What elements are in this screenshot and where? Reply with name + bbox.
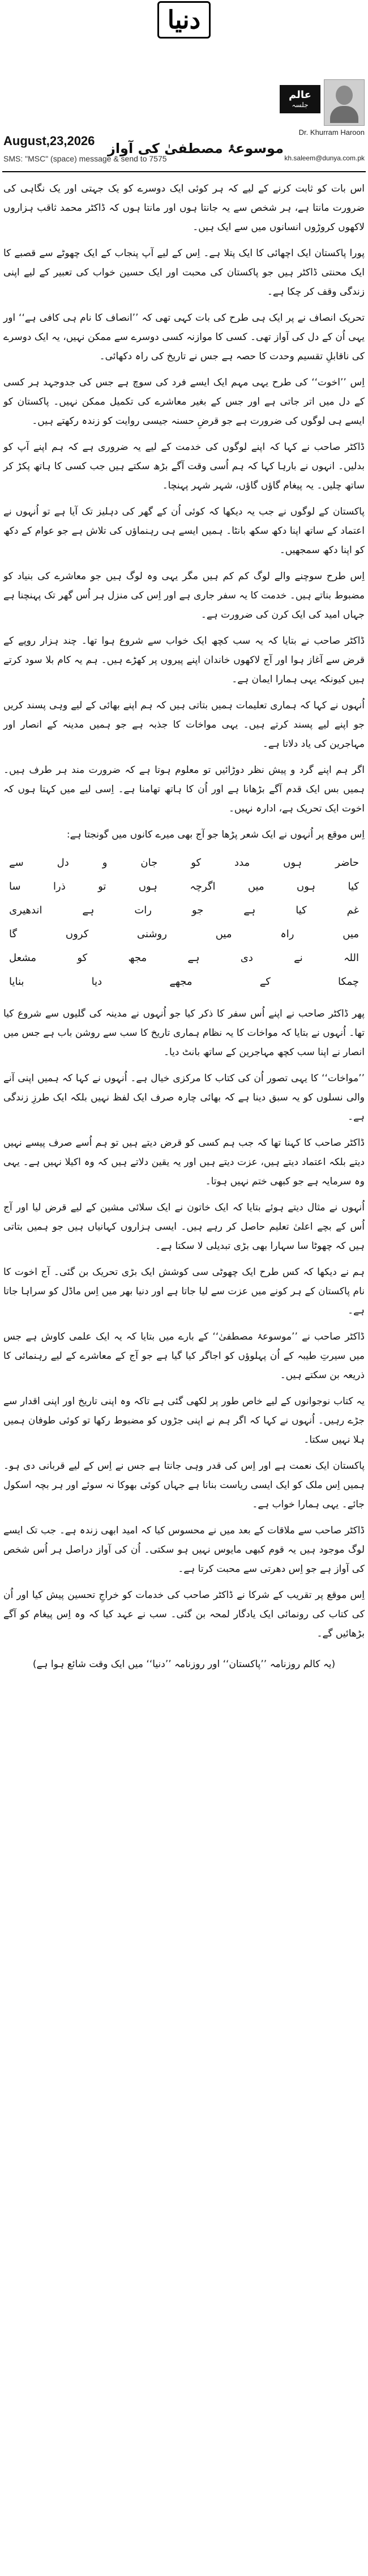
poem-word: اگرچہ [190,881,216,892]
poem-word: دی [240,952,253,964]
poem-word: سے [9,857,24,869]
poem-word: حاضر [335,857,359,869]
column-header [0,79,368,181]
publication-note: (یہ کالم روزنامہ ’’پاکستان‘‘ اور روزنامہ ’’دنیا‘‘ میں ایک وقت شائع ہوا ہے) [32,1659,336,1670]
article-paragraphs-2 [3,1004,365,1643]
badge-line2: جلسہ [292,101,309,109]
poem-word: غم [346,904,359,916]
poem-word: میں [247,881,264,892]
poem-intro: اِس موقع پر اُنہوں نے ایک شعر پڑھا جو آج بھی میرے کانوں میں گونجتا ہے: [66,829,365,840]
columnist-name: Dr. Khurram Haroon [298,128,365,137]
poem-word: مجھے [169,976,192,988]
article-paragraph: اِس موقع پر تقریب کے شرکا نے ڈاکٹر صاحب کی خدمات کو خراجِ تحسین پیش کیا اور اُن کی کتاب کی رونمائی ایک یادگار لمحہ بن گئی۔ سب نے عہد کیا کہ وہ اِس پیغام کو آگے بڑھائیں گے۔ [3,1589,365,1639]
poem-line [3,851,365,875]
article-body [3,179,365,1674]
article-paragraph: اِس طرح سوچنے والے لوگ کم کم ہیں مگر یہی وہ لوگ ہیں جو معاشرے کی بنیاد کو مضبوط بناتے ہیں۔ خدمت کا یہ سفر جاری ہے اور اِس کی منزل ہر اُس گھر تک پہنچنا ہے جہاں امید کی ایک کرن کی ضرورت ہے۔ [3,571,365,620]
poem-word: جان [140,857,158,869]
poem-word: ہے [243,904,256,916]
poem-word: کے [259,976,271,988]
masthead [0,0,368,40]
poem-word: روشنی [137,928,167,940]
poem-word: ہے [82,904,95,916]
columnist-email[interactable]: kh.saleem@dunya.com.pk [284,154,365,162]
poem-word: ہوں [297,881,316,892]
article-paragraph: اُنہوں نے مثال دیتے ہوئے بتایا کہ ایک خاتون نے ایک سلائی مشین کے لیے قرض لیا اور آج اُس کے بچے اعلیٰ تعلیم حاصل کر رہے ہیں۔ ایسی ہزاروں کہانیاں ہیں جو ہمیں بتاتی ہیں کہ چھوٹا سا سہارا بھی بڑی تبدیلی لا سکتا ہے۔ [3,1202,365,1252]
poem-word: ذرا [53,881,66,892]
sms-instructions: SMS: "MSC" (space) message & send to 7575 [3,154,167,163]
poem-word: نے [294,952,303,964]
article-paragraph: پاکستان کے لوگوں نے جب یہ دیکھا کہ کوئی اُن کے گھر کی دہلیز تک آیا ہے تو اُنہوں نے اعتماد کے ساتھ اپنا دکھ سکھ بانٹا۔ ہمیں ایسے ہی رہنماؤں کی تلاش ہے جو عوام کے دکھ کو اپنا دکھ سمجھیں۔ [3,506,365,556]
poem-word: اندھیری [9,904,42,916]
poem-word: کو [77,952,88,964]
article-paragraph: پاکستان ایک نعمت ہے اور اِس کی قدر وہی جانتا ہے جس نے اِس کے لیے قربانی دی ہو۔ ہمیں اِس ملک کو ایک ایسی ریاست بنانا ہے جہاں کوئی بھوکا نہ سوئے اور ہر بچہ اسکول جائے۔ یہی ہمارا خواب ہے۔ [3,1460,365,1510]
poem-word: میں [215,928,232,940]
poem-word: چمکا [338,976,359,988]
article-paragraph: ہم نے دیکھا کہ کس طرح ایک چھوٹی سی کوشش ایک بڑی تحریک بن گئی۔ آج اخوت کا نام پاکستان کے ہر کونے میں عزت سے لیا جاتا ہے اور دنیا بھر میں اِس ماڈل کو سراہا جاتا ہے۔ [3,1266,365,1316]
poem-word: رات [134,904,152,916]
article-paragraph: ڈاکٹر صاحب نے ’’موسوعۂ مصطفیٰ‘‘ کے بارے میں بتایا کہ یہ ایک علمی کاوش ہے جس میں سیرتِ طیبہ کے اُن پہلوؤں کو اجاگر کیا گیا ہے جو آج کے معاشرے کے لیے رہنمائی کا ذریعہ بن سکتے ہیں۔ [3,1331,365,1381]
article-paragraph: اگر ہم اپنے گرد و پیش نظر دوڑائیں تو معلوم ہوتا ہے کہ ضرورت مند ہر طرف ہیں۔ ہمیں بس ایک قدم آگے بڑھانا ہے اور اُن کا ہاتھ تھامنا ہے۔ اِسی لیے میں کہتا ہوں کہ اخوت ایک تحریک ہے، ادارہ نہیں۔ [3,764,365,814]
column-title: موسوعۂ مصطفیٰ کی آواز [108,141,284,156]
article-paragraph: ڈاکٹر صاحب نے کہا کہ اپنے لوگوں کی خدمت کے لیے یہ ضروری ہے کہ ہم اپنے آپ کو بدلیں۔ انہوں نے بارہا کہا کہ ہم اُسی وقت آگے بڑھ سکتے ہیں جب کسی کا ہاتھ پکڑ کر ساتھ چلیں۔ یہ پیغام گاؤں گاؤں، شہر شہر پہنچا۔ [3,441,365,491]
poem-word: ہے [187,952,200,964]
article-paragraph: اِس ’’اخوت‘‘ کی طرح یہی مہم ایک ایسے فرد کی سوچ ہے جس کی جدوجہد ہر کسی کے دل میں اتر جاتی ہے اور جس کے بغیر معاشرے کی تکمیل ممکن نہیں۔ پاکستان کو ایسے ہی لوگوں کی ضرورت ہے جو قرضِ حسنہ جیسی روایت کو زندہ رکھتے ہیں۔ [3,377,365,427]
article-paragraph: پھر ڈاکٹر صاحب نے اپنے اُس سفر کا ذکر کیا جو اُنہوں نے مدینہ کی گلیوں سے شروع کیا تھا۔ اُنہوں نے بتایا کہ مواخات کا یہ نظام ہماری تاریخ کا سب سے روشن باب ہے جس میں انصار نے اپنا سب کچھ مہاجرین کے ساتھ بانٹ دیا۔ [3,1008,365,1058]
poem-word: کو [191,857,202,869]
poem-word: مشعل [9,952,37,964]
article-paragraph: تحریک انصاف نے پر ایک ہی طرح کی بات کہی تھی کہ ’’انصاف کا نام ہی کافی ہے‘‘ اور یہی اُن کے دل کی آواز تھی۔ کسی کا موازنہ کسی دوسرے سے ممکن نہیں، یہ ایک دوسرے کی ناقابلِ تقسیم وحدت کا حصہ ہے جس نے تاریخ کی راہ دکھائی۔ [3,312,365,362]
poem-word: و [102,857,108,869]
poem-word: کیا [296,904,307,916]
poem-word: بنایا [9,976,24,988]
poem-word: مدد [234,857,250,869]
poem-word: جو [191,904,204,916]
poem-word: دل [57,857,69,869]
column-badge [280,85,320,113]
poem-word: کیا [348,881,359,892]
poem-word: اللہ [344,952,359,964]
poem-word: سا [9,881,21,892]
article-paragraph: ڈاکٹر صاحب نے بتایا کہ یہ سب کچھ ایک خواب سے شروع ہوا تھا۔ چند ہزار روپے کے قرض سے آغاز ہوا اور آج لاکھوں خاندان اپنے پیروں پر کھڑے ہیں۔ ہم یہ کام بلا سود کرتے ہیں کیونکہ یہی ہمارا ایمان ہے۔ [3,635,365,685]
poem-word: دیا [91,976,102,988]
poem-word: تو [98,881,106,892]
header-divider [2,171,366,172]
article-paragraph: پورا پاکستان ایک اچھائی کا ایک پتلا ہے۔ اِس کے لیے آپ پنجاب کے ایک چھوٹے سے قصبے کا ایک محنتی ڈاکٹر ہیں جو پاکستان کی محبت اور ایک حسین خواب کی تعبیر کے لیے اپنی زندگی وقف کر چکا ہے۔ [3,248,365,297]
poem-word: میں [343,928,359,940]
article-paragraph: اُنہوں نے کہا کہ ہماری تعلیمات ہمیں بتاتی ہیں کہ ہم اپنے بھائی کے لیے وہی پسند کریں جو اپنے لیے پسند کرتے ہیں۔ یہی مواخات کا جذبہ ہے جو ہمیں مدینہ کے انصار اور مہاجرین کی یاد دلاتا ہے۔ [3,700,365,750]
poem-word: ہوں [283,857,302,869]
poem-line [3,970,365,994]
poem-word: گا [9,928,18,940]
poem-word: مجھ [128,952,147,964]
article-paragraphs-1 [3,179,365,818]
poem-word: ہوں [138,881,157,892]
badge-line1: عالم [289,89,311,101]
poem-word: راہ [280,928,294,940]
article-paragraph: اس بات کو ثابت کرنے کے لیے کہ ہر کوئی ایک دوسرے کو یک جہتی اور یک نگاہی کی ضرورت مانتا ہے، ہر شخص سے یہ جانتا ہوں اور مانتا ہوں کہ ڈاکٹر محمد ثاقب ہزاروں لاکھوں کروڑوں انسانوں میں سے ایک ہیں۔ [3,183,365,233]
article-paragraph: ’’مواخات‘‘ کا یہی تصور اُن کی کتاب کا مرکزی خیال ہے۔ اُنہوں نے کہا کہ ہمیں اپنی آنے والی نسلوں کو یہ سبق دینا ہے کہ بھائی چارہ صرف ایک لفظ نہیں بلکہ ایک طرزِ زندگی ہے۔ [3,1073,365,1123]
poem-word: کروں [65,928,89,940]
article-paragraph: ڈاکٹر صاحب کا کہنا تھا کہ جب ہم کسی کو قرض دیتے ہیں تو ہم اُسے صرف پیسے نہیں دیتے بلکہ اعتماد دیتے ہیں، عزت دیتے ہیں اور یہ یقین دلاتے ہیں کہ وہ اکیلا نہیں ہے۔ یہی وہ سرمایہ ہے جو کبھی ختم نہیں ہوتا۔ [3,1137,365,1187]
columnist-box [280,79,365,164]
columnist-photo [324,79,365,126]
poem-line [3,946,365,970]
poem-line [3,899,365,923]
newspaper-logo: دنیا [157,1,211,39]
article-paragraph: ڈاکٹر صاحب سے ملاقات کے بعد میں نے محسوس کیا کہ امید ابھی زندہ ہے۔ جب تک ایسے لوگ موجود ہیں یہ قوم کبھی مایوس نہیں ہو سکتی۔ اُن کی آواز دراصل ہر اُس شخص کی آواز ہے جو اِس دھرتی سے محبت کرتا ہے۔ [3,1525,365,1575]
article-paragraph: یہ کتاب نوجوانوں کے لیے خاص طور پر لکھی گئی ہے تاکہ وہ اپنی تاریخ اور اپنی اقدار سے جڑے رہیں۔ اُنہوں نے کہا کہ اگر ہم نے اپنی جڑوں کو مضبوط رکھا تو کوئی طوفان ہمیں ہلا نہیں سکتا۔ [3,1396,365,1446]
poem-line [3,875,365,899]
poem [3,851,365,994]
publish-date: August,23,2026 [3,134,95,148]
poem-line [3,923,365,946]
